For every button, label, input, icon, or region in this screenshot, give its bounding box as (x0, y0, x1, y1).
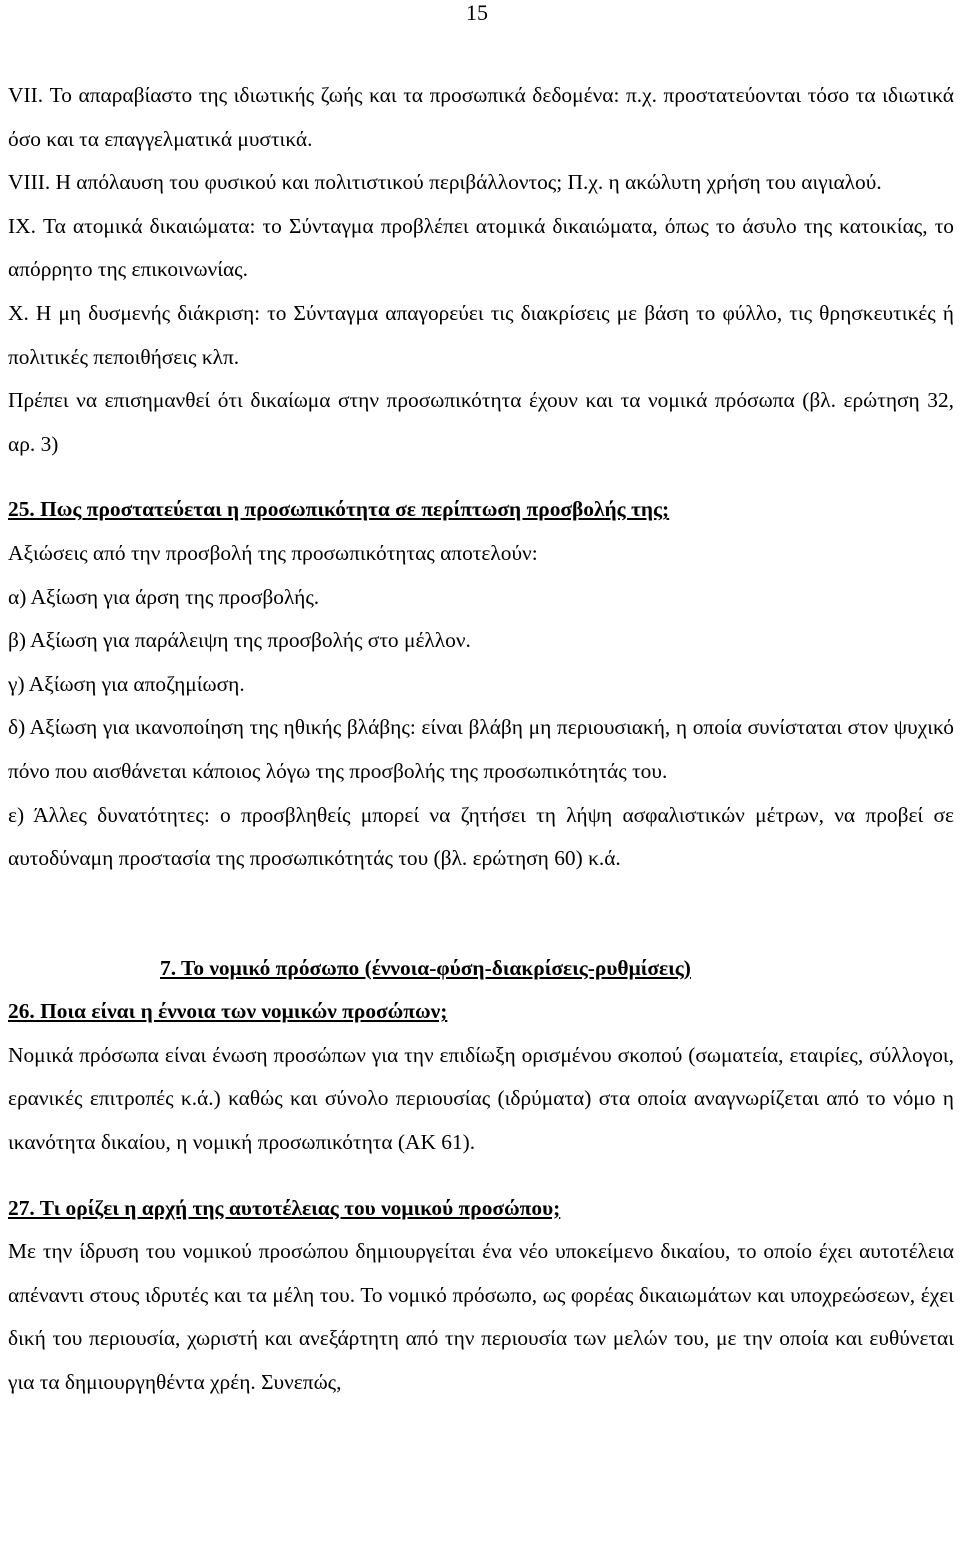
section-7-heading: 7. Το νομικό πρόσωπο (έννοια-φύση-διακρίσεις-ρυθμίσεις) (160, 955, 691, 980)
question-25-item-c: γ) Αξίωση για αποζημίωση. (8, 671, 245, 696)
spacer (8, 1165, 954, 1187)
question-25-item-d: δ) Αξίωση για ικανοποίηση της ηθικής βλάβης: είναι βλάβη μη περιουσιακή, η οποία συνίσταται στον ψυχικό πόνο που αισθάνεται κάποιος λόγω της προσβολής της προσωπικότητάς του. (8, 715, 954, 783)
question-27-heading: 27. Τι ορίζει η αρχή της αυτοτέλειας του νομικού προσώπου; (8, 1195, 561, 1220)
question-26-body: Νομικά πρόσωπα είναι ένωση προσώπων για την επιδίωξη ορισμένου σκοπού (σωματεία, εταιρίες, σύλλογοι, ερανικές επιτροπές κ.ά.) καθώς και σύνολο περιουσίας (ιδρύματα) στα οποία αναγνωρίζεται από το νόμο η ικανότητα δικαίου, η νομική προσωπικότητα (ΑΚ 61). (8, 1042, 954, 1155)
question-25-item-b: β) Αξίωση για παράλειψη της προσβολής στο μέλλον. (8, 628, 471, 653)
page-content (8, 74, 954, 1405)
list-item-viii: VIII. Η απόλαυση του φυσικού και πολιτιστικού περιβάλλοντος; Π.χ. η ακώλυτη χρήση του αιγιαλού. (8, 170, 882, 195)
list-item-ix: IX. Τα ατομικά δικαιώματα: το Σύνταγμα προβλέπει ατομικά δικαιώματα, όπως το άσυλο της κατοικίας, το απόρρητο της επικοινωνίας. (8, 213, 954, 282)
question-26-heading: 26. Ποια είναι η έννοια των νομικών προσώπων; (8, 999, 448, 1024)
list-item-x: X. Η μη δυσμενής διάκριση: το Σύνταγμα απαγορεύει τις διακρίσεις με βάση το φύλλο, τις θρησκευτικές ή πολιτικές πεποιθήσεις κλπ. (8, 300, 954, 369)
spacer (8, 881, 954, 947)
question-25-intro: Αξιώσεις από την προσβολή της προσωπικότητας αποτελούν: (8, 540, 538, 565)
question-27-body: Με την ίδρυση του νομικού προσώπου δημιουργείται ένα νέο υποκείμενο δικαίου, το οποίο έχει αυτοτέλεια απέναντι στους ιδρυτές και τα μέλη του. Το νομικό πρόσωπο, ως φορέας δικαιωμάτων και υποχρεώσεων, έχει δική του περιουσία, χωριστή και ανεξάρτητη από την περιουσία των μελών του, με την οποία και ευθύνεται για τα δημιουργηθέντα χρέη. Συνεπώς, (8, 1239, 954, 1395)
note-paragraph: Πρέπει να επισημανθεί ότι δικαίωμα στην προσωπικότητα έχουν και τα νομικά πρόσωπα (βλ. ερώτηση 32, αρ. 3) (8, 388, 954, 456)
spacer (8, 466, 954, 488)
page-number: 15 (466, 0, 488, 25)
list-item-vii: VII. Το απαραβίαστο της ιδιωτικής ζωής και τα προσωπικά δεδομένα: π.χ. προστατεύονται τόσο τα ιδιωτικά όσο και τα επαγγελματικά μυστικά. (8, 83, 954, 151)
question-25-item-a: α) Αξίωση για άρση της προσβολής. (8, 584, 320, 609)
question-25-item-e: ε) Άλλες δυνατότητες: ο προσβληθείς μπορεί να ζητήσει τη λήψη ασφαλιστικών μέτρων, να προβεί σε αυτοδύναμη προστασία της προσωπικότητάς του (βλ. ερώτηση 60) κ.ά. (8, 802, 954, 871)
question-25-heading: 25. Πως προστατεύεται η προσωπικότητα σε περίπτωση προσβολής της; (8, 497, 670, 522)
